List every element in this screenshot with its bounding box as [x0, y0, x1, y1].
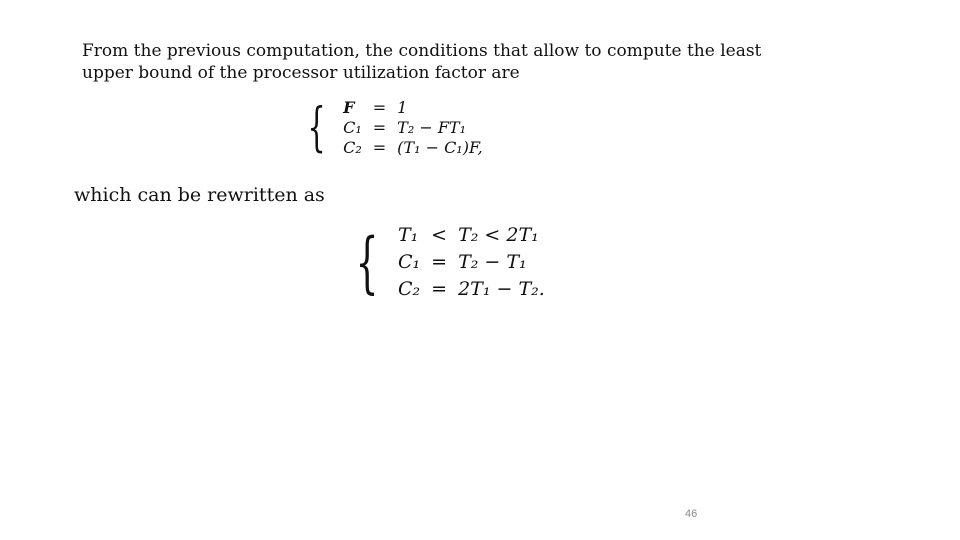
equation-lhs: F: [343, 98, 355, 117]
equation-table-1: [339, 98, 487, 158]
equation-lhs: T₁: [398, 224, 419, 246]
equation-row: [339, 118, 487, 138]
equation-system-1: [300, 98, 487, 158]
equation-table-2: [394, 222, 549, 303]
intro-paragraph: [82, 40, 761, 84]
equation-system-2: [346, 222, 549, 303]
intro-line-2: upper bound of the processor utilization factor are: [82, 63, 520, 84]
equation-row: [339, 138, 487, 158]
equation-relation: =: [431, 251, 448, 273]
equation-rhs: 1: [397, 98, 408, 117]
equation-relation: =: [372, 98, 387, 117]
equation-relation: =: [372, 138, 387, 157]
equation-relation: =: [431, 278, 448, 300]
equation-lhs: C₁: [398, 251, 421, 273]
intro-line-1: From the previous computation, the conditions that allow to compute the least: [82, 41, 762, 61]
equation-rhs: (T₁ − C₁)F,: [397, 138, 483, 157]
equation-rhs: 2T₁ − T₂.: [458, 278, 545, 300]
left-brace-icon: {: [307, 98, 326, 158]
equation-relation: =: [372, 118, 387, 137]
equation-row: [394, 249, 549, 276]
left-brace-icon: {: [355, 223, 379, 301]
equation-rhs: T₂ < 2T₁: [458, 224, 539, 246]
equation-row: [394, 276, 549, 303]
equation-relation: <: [431, 224, 448, 246]
equation-lhs: C₂: [343, 138, 362, 157]
equation-lhs: C₂: [398, 278, 421, 300]
equation-rhs: T₂ − FT₁: [397, 118, 467, 137]
rewrite-paragraph: which can be rewritten as: [74, 184, 325, 206]
equation-row: [339, 98, 487, 118]
equation-rhs: T₂ − T₁: [458, 251, 527, 273]
equation-row: [394, 222, 549, 249]
page-number: 46: [685, 508, 698, 520]
equation-lhs: C₁: [343, 118, 362, 137]
